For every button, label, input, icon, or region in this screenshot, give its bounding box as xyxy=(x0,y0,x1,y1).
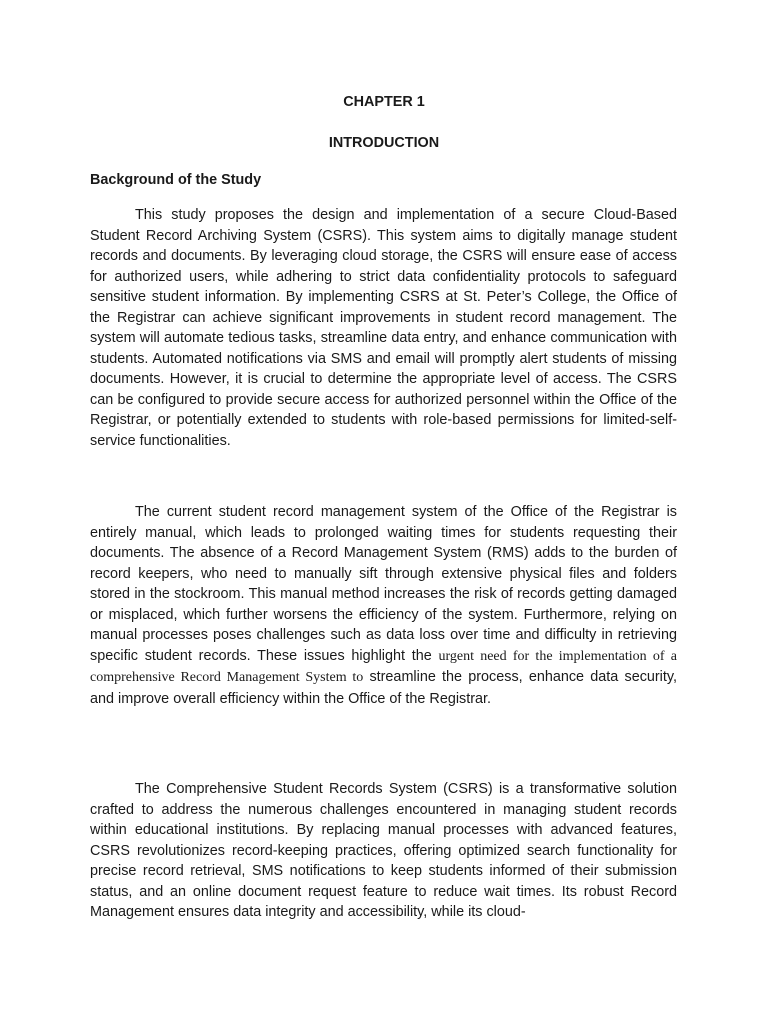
paragraph-2-serif-text: urgent need for the implementation of a comprehensive Record Management System to xyxy=(90,648,677,685)
paragraph-1: This study proposes the design and implementation of a secure Cloud-Based Student Record Archiving System (CSRS). This system aims to digitally manage student records and documents. By leveraging cloud storage, the CSRS will ensure ease of access for authorized users, while adhering to strict data confidentiality protocols to safeguard sensitive student information. By implementing CSRS at St. Peter’s College, the Office of the Registrar can achieve significant improvements in student record management. The system will automate tedious tasks, streamline data entry, and enhance communication with students. Automated notifications via SMS and email will promptly alert students of missing documents. However, it is crucial to determine the appropriate level of access. The CSRS can be configured to provide secure access for authorized personnel within the Office of the Registrar, or potentially extended to students with role-based permissions for limited-self-service functionalities. xyxy=(90,207,677,449)
paragraph-2 xyxy=(90,502,677,709)
section-heading: Background of the Study xyxy=(90,172,262,188)
chapter-label: CHAPTER 1 xyxy=(343,94,425,110)
paragraph-3: The Comprehensive Student Records System (CSRS) is a transformative solution crafted to address the numerous challenges encountered in managing student records within educational institutions. By replacing manual processes with advanced features, CSRS revolutionizes record-keeping practices, offering optimized search functionality for precise record retrieval, SMS notifications to keep students informed of their submission status, and an online document request feature to reduce wait times. Its robust Record Management ensures data integrity and accessibility, while its cloud- xyxy=(90,781,677,920)
chapter-title: INTRODUCTION xyxy=(328,135,440,151)
paragraph-2-text-end: streamline the process, enhance data security, and improve overall efficiency within the Office of the Registrar. xyxy=(90,669,678,707)
paragraph-2-text-start: The current student record management system of the Office of the Registrar is entirely manual, which leads to prolonged waiting times for students requesting their documents. The absence of a Record Management System (RMS) adds to the burden of record keepers, who need to manually sift through extensive physical files and folders stored in the stockroom. This manual method increases the risk of records getting damaged or misplaced, which further worsens the efficiency of the system. Furthermore, relying on manual processes poses challenges such as data loss over time and difficulty in retrieving specific student records. These issues highlight the xyxy=(90,504,677,664)
